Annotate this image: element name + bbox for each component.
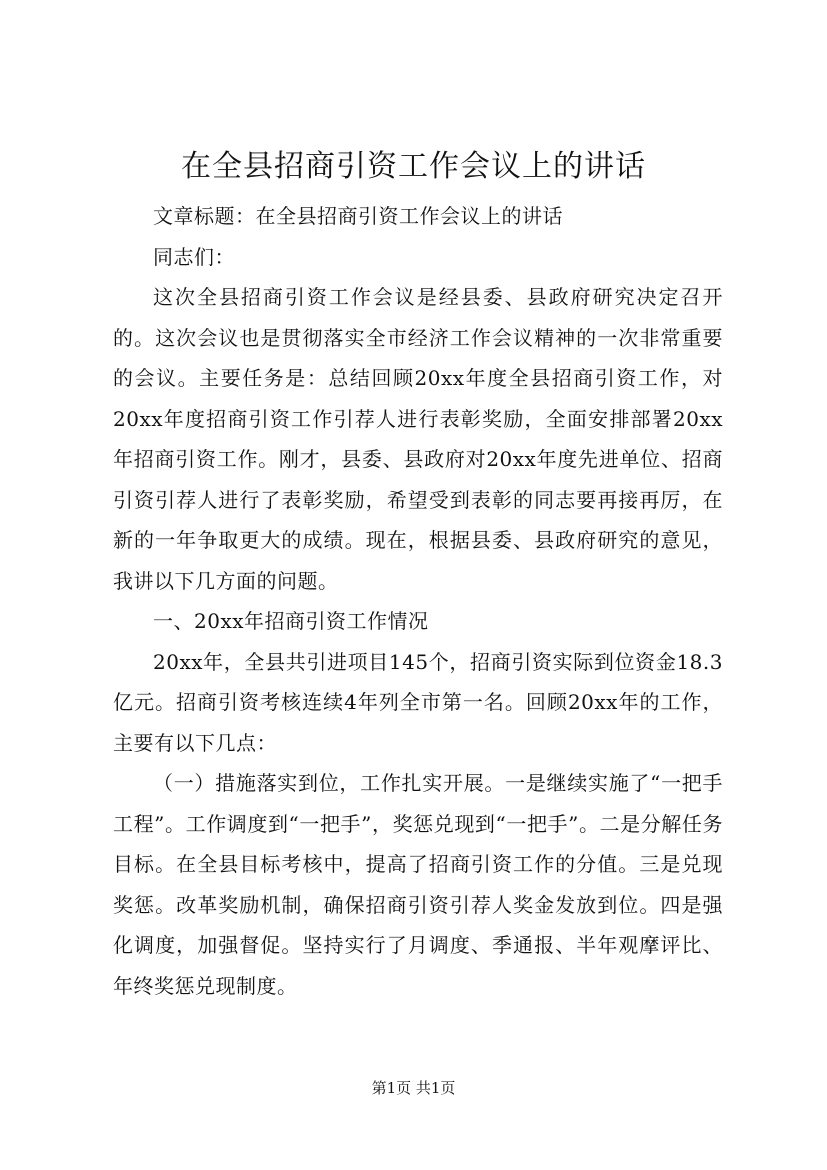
paragraph-summary: 20xx年，全县共引进项目145个，招商引资实际到位资金18.3亿元。招商引资考核连续4年列全市第一名。回顾20xx年的工作，主要有以下几点：: [113, 649, 723, 755]
paragraph-measures: （一）措施落实到位，工作扎实开展。一是继续实施了“一把手工程”。工作调度到“一把手”，奖惩兑现到“一把手”。二是分解任务目标。在全县目标考核中，提高了招商引资工作的分值。三是兑现奖惩。改革奖励机制，确保招商引资引荐人奖金发放到位。四是强化调度，加强督促。坚持实行了月调度、季通报、半年观摩评比、年终奖惩兑现制度。: [113, 771, 723, 998]
page-footer: 第1页 共1页: [371, 1079, 456, 1097]
salutation: 同志们：: [153, 244, 235, 269]
document-title: 在全县招商引资工作会议上的讲话: [181, 149, 646, 184]
paragraph-intro: 这次全县招商引资工作会议是经县委、县政府研究决定召开的。这次会议也是贯彻落实全市经济工作会议精神的一次非常重要的会议。主要任务是：总结回顾20xx年度全县招商引资工作，对20xx年度招商引资工作引荐人进行表彰奖励，全面安排部署20xx年招商引资工作。刚才，县委、县政府对20xx年度先进单位、招商引资引荐人进行了表彰奖励，希望受到表彰的同志要再接再厉，在新的一年争取更大的成绩。现在，根据县委、县政府研究的意见，我讲以下几方面的问题。: [113, 285, 723, 593]
document-body: [113, 196, 723, 1006]
article-title-line: 文章标题：在全县招商引资工作会议上的讲话: [153, 204, 563, 228]
section-heading-1: 一、20xx年招商引资工作情况: [153, 609, 429, 633]
